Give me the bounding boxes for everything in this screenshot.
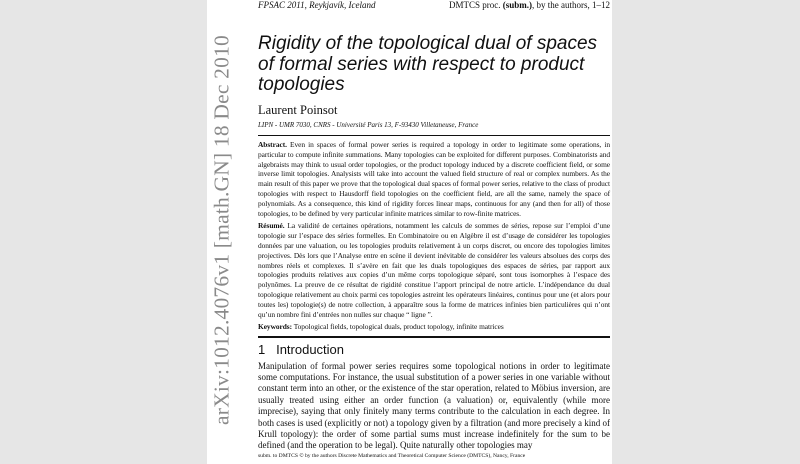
section-heading [258, 342, 612, 358]
resume-text: La validité de certaines opérations, notamment les calculs de sommes de séries, repose sur l’emploi d’une topologie sur l’espace des séries formelles. En Combinatoire ou en Algèbre il est d’usage de considérer les topologies données par une valuation, ou les topologies produits relativement à un corps discret, ou encore des topologies limites projectives. Dès lors que l’Analyse entre en scène il devient inévitable de considérer les valeurs absolues des corps des nombres réels et complexes. Il s’avère en fait que les duals topologiques des espaces de séries, par rapport aux topologies produits relatives aux copies d’un même corps topologique séparé, sont tous isomorphes à l’espace des polynômes. La preuve de ce résultat de rigidité constitue l’apport principal de notre article. L’indépendance du dual topologique relativement au choix parmi ces topologies astreint les opérateurs linéaires, continus pour une (et alors pour toutes les) topologie(s) de notre collection, à apparaître sous la forme de matrices infinies bien particulières qui n’ont qu’un nombre fini d’entrées non nulles sur chaque “ ligne ”. [258, 221, 610, 319]
divider-top [258, 135, 610, 137]
abstract-text: Even in spaces of formal power series is required a topology in order to legitimate some operations, in particular to compute infinite summations. Many topologies can be exploited for different purposes. Combinatorists and algebraists may think to usual order topologies, or the product topology induced by a discrete coefficient field, or some inverse limit topologies. Analysists will take into account the valued field structure of real or complex numbers. As the main result of this paper we prove that the topological dual spaces of formal power series, relative to the class of product topologies with respect to Hausdorff field topologies on the coefficient field, are all the same, namely the space of polynomials. As a consequence, this kind of rigidity forces linear maps, continuous for any (and then for all) of those topologies, to be defined by very particular infinite matrices similar to row-finite matrices. [258, 140, 610, 218]
intro-text: Manipulation of formal power series requires some topological notions in order to legitimate some computations. For instance, the usual substitution of a power series in one variable without constant term into an other, or the existence of the star operation, related to Möbius inversion, are usually treated using either an order function (a valuation) or, equivalently (while more imprecise), saying that only finitely many terms contribute to the calculation in each degree. In both cases is used (explicitly or not) a topology given by a filtration (and more precisely a kind of Krull topology): the order of some partial sums must increase indefinitely for the sum to be defined (and the operation to be legal). Quite naturally other topologies may [258, 360, 610, 451]
header-proc-bold: (subm.) [502, 0, 532, 10]
section-title: Introduction [276, 341, 345, 357]
divider-bottom [258, 336, 610, 338]
keywords-label: Keywords: [258, 322, 293, 332]
header-venue: FPSAC 2011, Reykjavík, Iceland [258, 0, 376, 10]
abstract [258, 140, 610, 218]
resume [258, 221, 610, 319]
keywords [258, 322, 610, 332]
arxiv-stamp: arXiv:1012.4076v1 [math.GN] 18 Dec 2010 [209, 35, 234, 425]
section-number: 1 [258, 341, 266, 357]
author: Laurent Poinsot [258, 102, 338, 117]
paper-title: Rigidity of the topological dual of spaces of formal series with respect to product topologies [258, 33, 598, 95]
header-proc-text: DMTCS proc. [448, 0, 503, 10]
paper-page [207, 0, 612, 464]
header-proc [449, 0, 610, 10]
running-header [258, 0, 610, 10]
keywords-text: Topological fields, topological duals, product topology, infinite matrices [292, 322, 504, 332]
footer: subm. to DMTCS © by the authors Discrete Mathematics and Theoretical Computer Science (DMTCS), Nancy, France [258, 452, 526, 459]
header-proc-pages: , by the authors, 1–12 [532, 0, 610, 10]
abstract-label: Abstract. [258, 140, 287, 149]
resume-label: Résumé. [258, 221, 285, 231]
affiliation: LIPN - UMR 7030, CNRS - Université Paris 13, F-93430 Villetaneuse, France [258, 120, 479, 129]
